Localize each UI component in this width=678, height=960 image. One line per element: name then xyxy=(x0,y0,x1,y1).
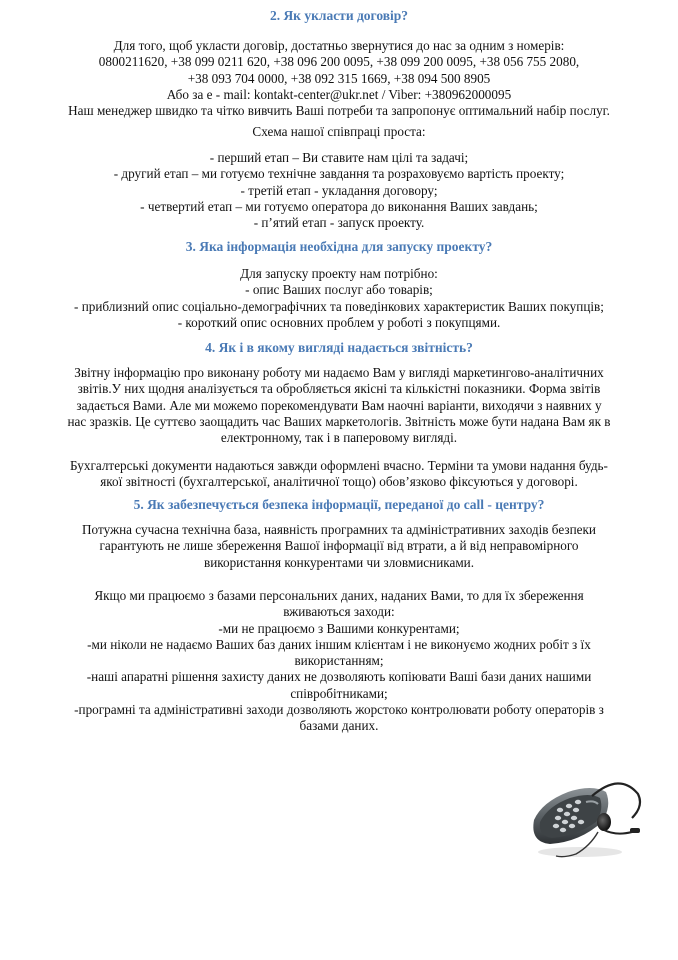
step-item: - п’ятий етап - запуск проекту. xyxy=(253,215,425,231)
text-line: електронному, так і в паперовому вигляді. xyxy=(220,430,458,446)
section-5-paragraph-1 xyxy=(0,522,678,571)
step-item: - перший етап – Ви ставите нам цілі та задачі; xyxy=(209,150,469,165)
text-line: вживаються заходи: xyxy=(283,604,395,620)
text-line: Потужна сучасна технічна база, наявність програмних та адміністративних заходів безпеки xyxy=(82,522,596,537)
phone-numbers-line: 0800211620, +38 099 0211 620, +38 096 200 0095, +38 099 200 0095, +38 056 755 2080, xyxy=(98,54,580,70)
email-viber-line: Або за e - mail: kontakt-center@ukr.net / Viber: +380962000095 xyxy=(166,86,512,102)
section-4-paragraph-1 xyxy=(44,365,634,446)
step-item: - третій етап - укладання договору; xyxy=(240,182,438,198)
list-item: -наші апаратні рішення захисту даних не дозволяють копіювати Ваші бази даних нашими xyxy=(86,669,592,685)
list-item: співробітниками; xyxy=(290,685,388,701)
text-line: використання конкурентами чи зловмисниками. xyxy=(203,554,475,570)
list-item: -програмні та адміністративні заходи дозволяють жорстоко контролювати роботу операторів з xyxy=(74,702,604,718)
list-item: використанням; xyxy=(294,653,384,669)
text-line: нас зразків. Це суттєво заощадить час Ваших маркетологів. Звітність може бути надана Вам як в xyxy=(67,413,611,429)
step-item: - четвертий етап – ми готуємо оператора до виконання Ваших завдань; xyxy=(140,198,538,214)
section-3-body xyxy=(0,266,678,331)
text-line: Для того, щоб укласти договір, достатньо звернутися до нас за одним з номерів: xyxy=(113,38,565,53)
text-line: звітів.У них щодня аналізується та обробляється якісні та кількістні показники. Форма звітів xyxy=(77,381,601,397)
text-line: Для запуску проекту нам потрібно: xyxy=(240,266,438,281)
list-item: базами даних. xyxy=(299,718,379,734)
text-line: задається Вами. Але ми можемо порекомендувати Вам наочні варіанти, виходячи з наявних у xyxy=(76,397,602,413)
text-line: Бухгалтерські документи надаються завжди оформлені вчасно. Терміни та умови надання будь- xyxy=(70,458,608,473)
list-item: -ми ніколи не надаємо Ваших баз даних іншим клієнтам і не виконуємо жодних робіт з їх xyxy=(87,636,591,652)
text-line: Наш менеджер швидко та чітко вивчить Ваші потреби та запропонує оптимальний набір послуг. xyxy=(68,103,610,119)
section-3-title: 3. Яка інформація необхідна для запуску проекту? xyxy=(185,239,493,254)
list-item: - опис Ваших послуг або товарів; xyxy=(245,282,433,298)
list-item: - приблизний опис соціально-демографічних та поведінкових характеристик Ваших покупців; xyxy=(74,298,604,314)
text-line: якої звітності (бухгалтерської, аналітичної тощо) обов’язково фіксуються у договорі. xyxy=(100,474,578,490)
text-line: Якщо ми працюємо з базами персональних даних, наданих Вами, то для їх збереження xyxy=(94,588,584,603)
section-4-paragraph-2 xyxy=(44,458,634,491)
step-item: - другий етап – ми готуємо технічне завдання та розраховуємо вартість проекту; xyxy=(113,166,565,182)
text-line: Звітну інформацію про виконану роботу ми надаємо Вам у вигляді маркетингово-аналітичних xyxy=(74,365,604,380)
section-4-title: 4. Як і в якому вигляді надається звітність? xyxy=(205,340,473,355)
phone-numbers-line: +38 093 704 0000, +38 092 315 1669, +38 094 500 8905 xyxy=(187,70,491,86)
section-2-contact xyxy=(0,38,678,119)
scheme-title: Схема нашої співпраці проста: xyxy=(252,124,426,139)
section-5-title: 5. Як забезпечується безпека інформації, переданої до call - центру? xyxy=(133,497,545,512)
list-item: -ми не працюємо з Вашими конкурентами; xyxy=(218,620,460,636)
section-2-title: 2. Як укласти договір? xyxy=(269,8,409,23)
text-line: гарантують не лише збереження Вашої інформації від втрати, а й від неправомірного xyxy=(99,538,579,554)
section-5-paragraph-2 xyxy=(0,588,678,735)
scheme-steps xyxy=(0,150,678,231)
list-item: - короткий опис основних проблем у роботі з покупцями. xyxy=(177,314,501,330)
phone-headset-icon xyxy=(520,772,650,862)
